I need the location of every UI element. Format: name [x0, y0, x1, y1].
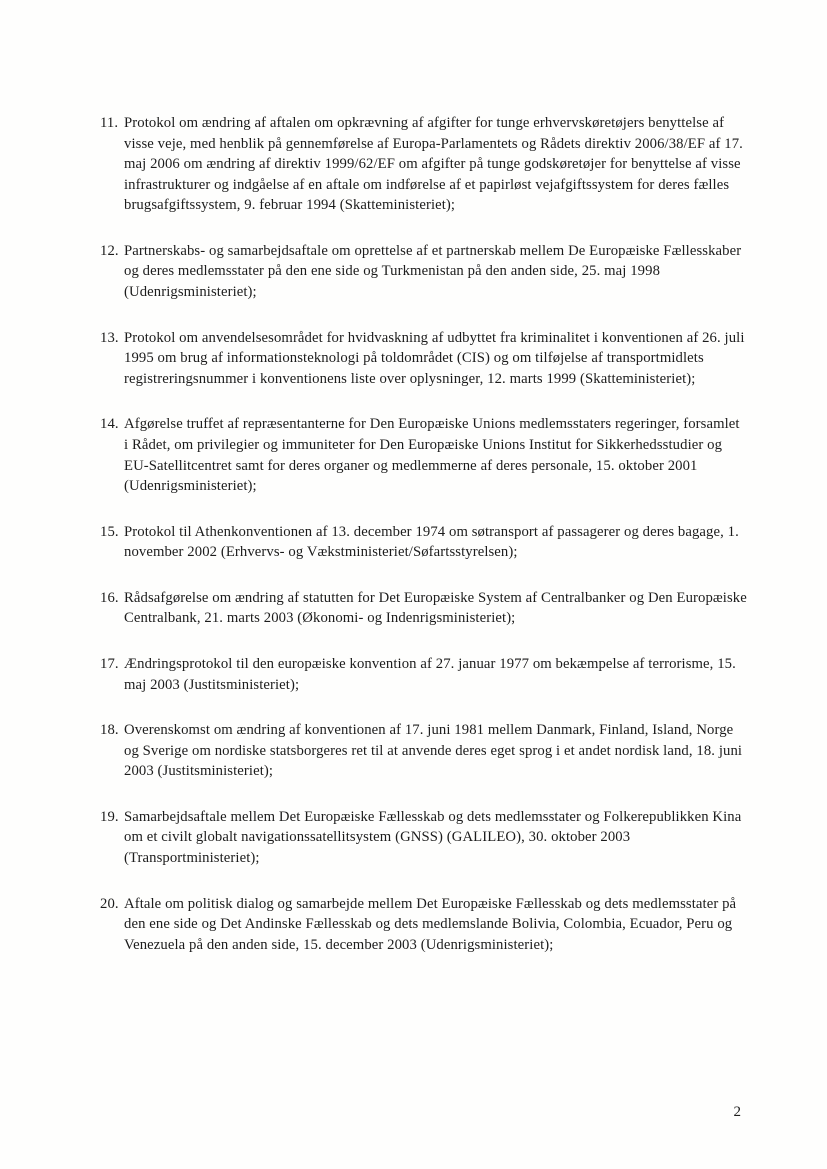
list-item [100, 654, 747, 695]
item-text: Protokol til Athenkonventionen af 13. december 1974 om søtransport af passagerer og deres bagage, 1. november 2002 (Erhvervs- og Vækstministeriet/Søfartsstyrelsen); [124, 523, 739, 561]
list-item [100, 588, 747, 629]
item-text: Ændringsprotokol til den europæiske konvention af 27. januar 1977 om bekæmpelse af terrorisme, 15. maj 2003 (Justitsministeriet); [124, 655, 736, 693]
item-number: 11. [100, 115, 119, 131]
item-text: Aftale om politisk dialog og samarbejde mellem Det Europæiske Fællesskab og dets medlemsstater på den ene side og Det Andinske Fællesskab og dets medlemslande Bolivia, Colombia, Ecuador, Peru og Venezuela på den anden side, 15. december 2003 (Udenrigsministeriet); [124, 895, 737, 953]
item-number: 15. [100, 523, 119, 540]
item-text: Samarbejdsaftale mellem Det Europæiske Fællesskab og dets medlemsstater og Folkerepublikken Kina om et civilt globalt navigationssatellitsystem (GNSS) (GALILEO), 30. oktober 2003 (Transportministeriet); [124, 808, 742, 867]
list-item [100, 113, 747, 216]
list-item [100, 522, 747, 563]
item-number: 12. [100, 242, 119, 259]
item-number: 17. [100, 655, 119, 672]
item-number: 16. [100, 589, 119, 606]
item-number: 18. [100, 722, 119, 739]
item-number: 20. [100, 895, 119, 912]
list-item [100, 894, 747, 956]
list-item [100, 720, 747, 782]
list-item [100, 807, 747, 869]
item-text: Rådsafgørelse om ændring af statutten for Det Europæiske System af Centralbanker og Den Europæiske Centralbank, 21. marts 2003 (Økonomi- og Indenrigsministeriet); [124, 589, 747, 627]
list-item [100, 328, 747, 390]
item-text: Partnerskabs- og samarbejdsaftale om oprettelse af et partnerskab mellem De Europæiske Fællesskaber og deres medlemsstater på den ene side og Turkmenistan på den anden side, 25. maj 1998 (Udenrigsministeriet); [124, 242, 742, 301]
list-item [100, 414, 747, 496]
item-number: 14. [100, 416, 119, 433]
item-text: Protokol om anvendelsesområdet for hvidvaskning af udbyttet fra kriminalitet i konventionen af 26. juli 1995 om brug af informationsteknologi på toldområdet (CIS) og om tilføjelse af transportmidlets registreringsnummer i konventionens liste over oplysninger, 12. marts 1999 (Skatteministeriet); [124, 329, 745, 387]
item-text: Protokol om ændring af aftalen om opkrævning af afgifter for tunge erhvervskøretøjers benyttelse af visse veje, med henblik på gennemførelse af Europa-Parlamentets og Rådets direktiv 2006/38/EF af 17. maj 2006 om ændring af direktiv 1999/62/EF om afgifter på tunge godskøretøjer for benyttelse af visse infrastrukturer og indgåelse af en aftale om indførelse af et papirløst vejafgiftssystem for deres fælles brugsafgiftssystem, 9. februar 1994 (Skatteministeriet); [124, 115, 743, 214]
item-text: Afgørelse truffet af repræsentanterne for Den Europæiske Unions medlemsstaters regeringer, forsamlet i Rådet, om privilegier og immuniteter for Den Europæiske Unions Institut for Sikkerhedsstudier og EU-Satellitcentret samt for deres organer og medlemmerne af deres personale, 15. oktober 2001 (Udenrigsministeriet); [124, 416, 740, 495]
item-text: Overenskomst om ændring af konventionen af 17. juni 1981 mellem Danmark, Finland, Island, Norge og Sverige om nordiske statsborgeres ret til at anvende deres eget sprog i et andet nordisk land, 18. juni 2003 (Justitsministeriet); [124, 722, 743, 780]
list-item [100, 241, 747, 303]
item-number: 13. [100, 329, 119, 346]
page-number: 2 [733, 1104, 741, 1120]
item-number: 19. [100, 808, 119, 825]
document-body [100, 113, 747, 980]
